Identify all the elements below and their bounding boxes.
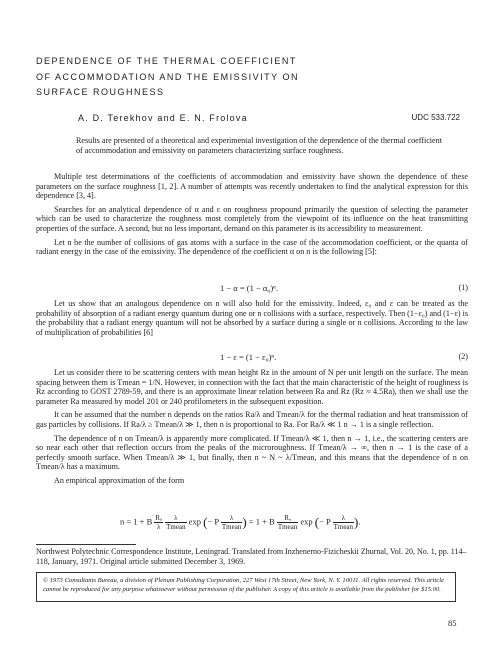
fraction: $\frac{\lambda}{\text{Tmean}}$ — [333, 514, 354, 531]
authors: A. D. Terekhov and E. N. Frolova — [78, 113, 248, 123]
paragraph: Searches for an analytical dependence of α and ε on roughness propound primarily the question of selecting the parameter which can be used to characterize the roughness most completely from the viewpoint of its influence on the heat transmitting properties of the surface. A second, but no less important, demand on this parameter is its accessibility to measurement. — [36, 204, 468, 233]
paragraph: It can be assumed that the number n depends on the ratios Ra/λ and Tmean/λ for the thermal radiation and heat transmission of gas particles by collisions. If Ra/λ ≥ Tmean/λ ≫ 1, then n is proportional to Ra. For Ra/λ ≪ 1 n → 1 is a single reflection. — [36, 410, 468, 429]
paragraph: Let n be the number of collisions of gas atoms with a surface in the case of the accommodation coefficient, or the quanta of radiant energy in the case of the emissivity. The dependence of the coefficient α on n is the following [5]: — [36, 237, 468, 257]
equation-3: n = 1 + B $\frac{\text{Rₐ}}{\lambda}$ $\frac{\lambda}{\text{Tmean}}$ exp (− P $\frac{\lambda}{\text{Tmean}}$ ) = 1 + B $\frac{\text{Rₐ}}{\text{Tmean}}$ exp (− P $\frac{\lambda}{\text{Tmean}}$ ). — [120, 514, 361, 531]
paragraph: The dependence of n on Tmean/λ is apparently more complicated. If Tmean/λ ≪ 1, then n → 1, i.e., the scattering centers are so near each other that reflection occurs from the peaks of the microroughness. If Tmean/λ → ∞, then n → 1 is the case of a perfectly smooth surface. When Tmean/λ ≫ 1, but finally, then n ~ N ~ λ/Tmean, and this means that the dependence of n on Tmean/λ has a maximum. — [36, 433, 468, 472]
footnote-divider — [36, 544, 136, 545]
paper-title — [36, 54, 456, 101]
body-section-1 — [36, 172, 468, 257]
title-line: OF ACCOMMODATION AND THE EMISSIVITY ON — [36, 71, 300, 82]
footnote: Northwest Polytechnic Correspondence Institute, Leningrad. Translated from Inzhenerno-Fizicheskii Zhurnal, Vol. 20, No. 1, pp. 114–118, January, 1971. Original article submitted December 3, 1969. — [36, 547, 467, 566]
fraction: $\frac{\text{Rₐ}}{\lambda}$ — [155, 514, 162, 531]
equation-2: 1 − ε = (1 − ε₀)ⁿ. — [220, 352, 277, 362]
paragraph: An empirical approximation of the form — [54, 475, 185, 485]
title-line: SURFACE ROUGHNESS — [36, 87, 165, 97]
equation-2-number: (2) — [458, 352, 468, 361]
title-line: DEPENDENCE OF THE THERMAL COEFFICIENT — [36, 56, 297, 66]
body-section-2 — [36, 299, 468, 337]
udc-code: UDC 533.722 — [411, 113, 460, 122]
page-number: 85 — [448, 618, 457, 628]
body-section-3 — [36, 368, 468, 486]
equation-1: 1 − α = (1 − α₀)ⁿ. — [220, 283, 278, 293]
fraction: $\frac{\lambda}{\text{Tmean}}$ — [221, 514, 242, 531]
paragraph: Multiple test determinations of the coefficients of accommodation and emissivity have shown the dependence of these parameters on the surface roughness [1, 2]. A number of attempts was recently undertaken to find the analytical expression for this dependence [3, 4]. — [36, 172, 468, 201]
paragraph: Let us show that an analogous dependence on n will also hold for the emissivity. Indeed, ε₀ and ε can be treated as the probability of absorption of a radiant energy quantum during one or n collisions with a surface, respectively. Then (1−ε₀) and (1−ε) is the probability that a radiant energy quantum will not be absorbed by a surface during a single or n collisions. According to the law of multiplication of probabilities [6] — [36, 299, 468, 337]
equation-1-number: (1) — [458, 283, 468, 292]
fraction: $\frac{\text{Rₐ}}{\text{Tmean}}$ — [277, 514, 298, 531]
abstract: Results are presented of a theoretical and experimental investigation of the dependence of the thermal coefficient of accommodation and emissivity on parameters characterizing surface roughness. — [76, 136, 442, 155]
paragraph: Let us consider there to be scattering centers with mean height Rz in the amount of N per unit length on the surface. The mean spacing between them is Tmean = 1/N. However, in connection with the fact that the main characteristic of the height of roughness is Rz according to GOST 2789-59, and there is an approximate linear relation between Ra and Rz (Rz ≈ 4.5Ra), then we shall use the parameter Ra measured by model 201 or 240 profilometers in the subsequent exposition. — [36, 368, 468, 406]
fraction: $\frac{\lambda}{\text{Tmean}}$ — [166, 514, 186, 531]
copyright-box: © 1973 Consultants Bureau, a division of Plenum Publishing Corporation, 227 West 17th Street, New York, N. Y. 10011. All rights reserved. This article cannot be reproduced for any purpose whatsoever without permission of the publisher. A copy of this article is available from the publisher for $15.00. — [36, 572, 456, 602]
